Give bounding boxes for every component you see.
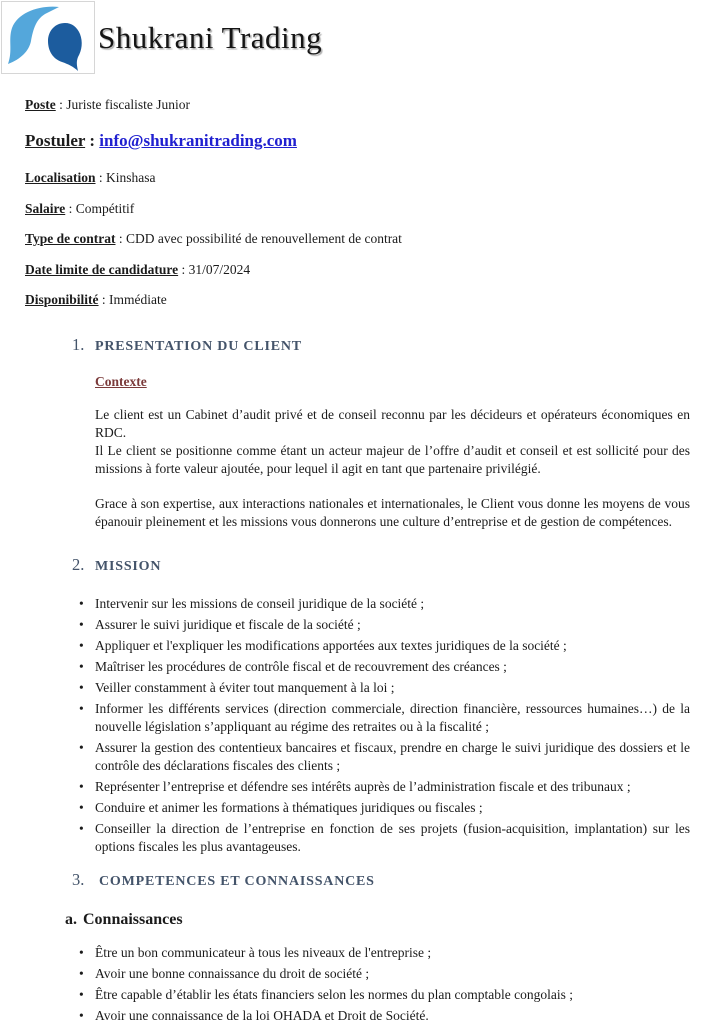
separator: : [98,292,110,307]
list-item: • Avoir une connaissance de la loi OHADA et Droit de Société. [95,1007,690,1025]
list-item: • Informer les différents services (direction commerciale, direction financière, ressources humaines…) de la nouvelle législation s’appliquant au régime des retraites ou à la fiscalité ; [95,700,690,736]
detail-disponibilite [25,291,690,308]
shukrani-logo-icon [2,2,94,73]
job-details [25,169,690,308]
list-item: • Intervenir sur les missions de conseil juridique de la société ; [95,595,690,613]
company-name: Shukrani Trading [98,19,323,55]
content [0,96,711,1025]
detail-label: Salaire [25,200,66,216]
section-heading-competences [72,869,690,892]
section-title: COMPETENCES ET CONNAISSANCES [99,874,375,889]
detail-salaire [25,200,690,217]
detail-label: Date limite de candidature [25,261,179,277]
separator: : [85,131,100,150]
paragraph: Le client est un Cabinet d’audit privé et de conseil reconnu par les décideurs et opérateurs économiques en RDC. [95,407,690,440]
detail-value: Kinshasa [106,170,156,185]
contexte-subheading: Contexte [95,374,147,389]
detail-value: 31/07/2024 [188,261,251,277]
separator: : [115,231,127,246]
list-item: • Appliquer et l'expliquer les modifications apportées aux textes juridiques de la société ; [95,637,690,655]
list-item: • Être capable d’établir les états financiers selon les normes du plan comptable congolais ; [95,986,690,1004]
apply-email-link[interactable]: info@shukranitrading.com [99,131,297,150]
list-item: • Assurer la gestion des contentieux bancaires et fiscaux, prendre en charge le suivi juridique des dossiers et le contrôle des déclarations fiscales des clients ; [95,739,690,775]
separator: : [65,200,76,216]
detail-value: Compétitif [75,200,135,216]
paragraph: Il Le client se positionne comme étant un acteur majeur de l’offre d’audit et conseil et est sollicité pour des missions à forte valeur ajoutée, pour lequel il agit en tant que partenaire privilégié. [95,443,690,476]
list-item: • Conseiller la direction de l’entreprise en fonction de ses projets (fusion-acquisition, implantation) sur les options fiscales les plus avantageuses. [95,820,690,856]
detail-date-limite [25,261,690,278]
detail-value: CDD avec possibilité de renouvellement de contrat [126,231,402,246]
subsection-title: Connaissances [83,911,183,928]
section-number: 2. [72,555,85,574]
separator: : [178,261,189,277]
company-logo [1,1,95,74]
detail-type-contrat [25,230,690,247]
section-number: 3. [72,870,85,889]
separator: : [95,170,107,185]
section-number: 1. [72,335,85,354]
section-title: PRESENTATION DU CLIENT [95,339,302,354]
connaissances-list [25,944,690,1025]
list-item: • Maîtriser les procédures de contrôle fiscal et de recouvrement des créances ; [95,658,690,676]
poste-value: Juriste fiscaliste Junior [66,97,190,112]
header [1,1,711,74]
detail-label: Localisation [25,170,96,185]
detail-label: Type de contrat [25,231,116,246]
section-heading-presentation [72,334,690,357]
list-item: • Assurer le suivi juridique et fiscale de la société ; [95,616,690,634]
postuler-line [25,129,690,152]
list-item: • Avoir une bonne connaissance du droit de société ; [95,965,690,983]
section-title: MISSION [95,559,162,574]
list-item: • Être un bon communicateur à tous les niveaux de l'entreprise ; [95,944,690,962]
mission-list [25,595,690,856]
poste-label: Poste [25,97,56,112]
detail-localisation [25,169,690,186]
separator: : [55,97,67,112]
job-posting-page [0,1,711,1023]
list-item: • Veiller constamment à éviter tout manquement à la loi ; [95,679,690,697]
paragraph: Grace à son expertise, aux interactions nationales et internationales, le Client vous donne les moyens de vous épanouir pleinement et les missions vous donnerons une culture d’entreprise et de gestion de compétences. [95,496,690,529]
detail-value: Immédiate [109,292,167,307]
poste-line [25,96,690,113]
subsection-letter: a. [65,911,77,928]
section-heading-mission [72,554,690,577]
list-item: • Représenter l’entreprise et défendre ses intérêts auprès de l’administration fiscale et des tribunaux ; [95,778,690,796]
list-item: • Conduire et animer les formations à thématiques juridiques ou fiscales ; [95,799,690,817]
postuler-label: Postuler [25,131,86,150]
detail-label: Disponibilité [25,292,99,307]
subsection-connaissances [65,910,690,930]
